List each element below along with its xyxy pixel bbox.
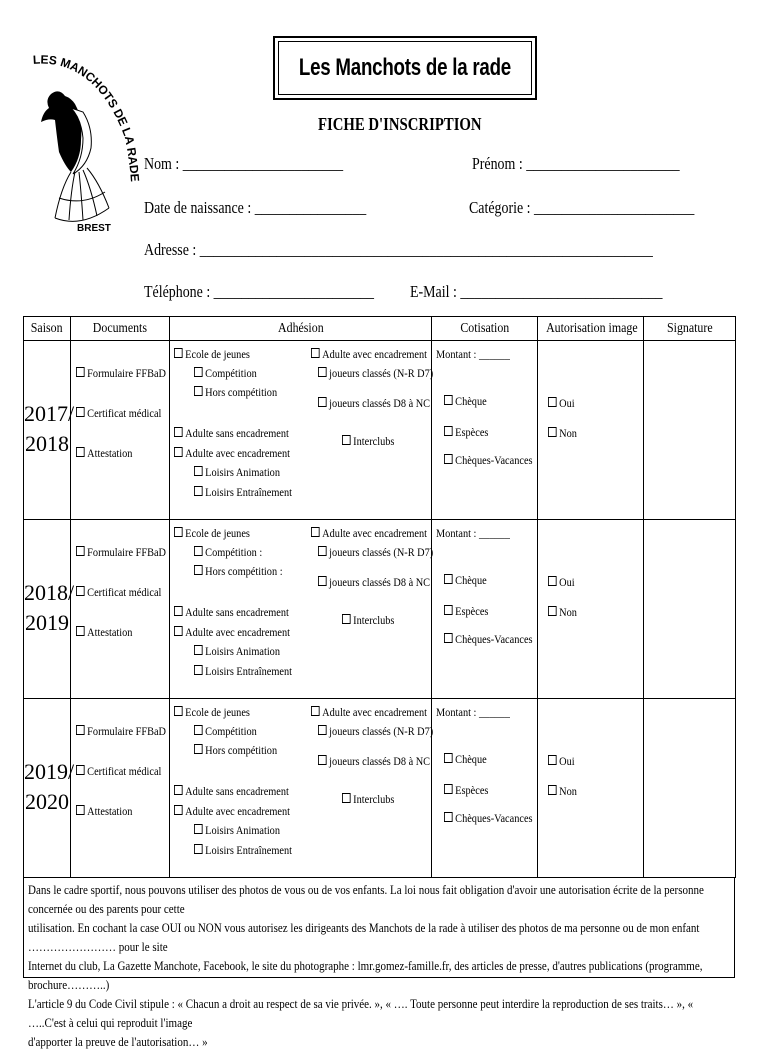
document-certificat-checkbox[interactable]: [76, 586, 85, 596]
date-naissance-field[interactable]: Date de naissance : ________________: [144, 198, 367, 217]
adhesion-hors-competition[interactable]: [194, 743, 277, 757]
season-label: 2020: [25, 789, 69, 814]
adhesion-loisirs-entrainement-label: Loisirs Entraînement: [205, 485, 293, 499]
adhesion-classes-nr-d7[interactable]: [318, 545, 433, 559]
adhesion-adulte-avec[interactable]: [174, 804, 290, 818]
document-certificat[interactable]: [76, 585, 161, 599]
payment-cheque-checkbox[interactable]: [444, 395, 453, 405]
adhesion-adulte-avec-encadrement[interactable]: [311, 526, 427, 540]
document-attestation-label: Attestation: [87, 625, 133, 639]
adhesion-loisirs-animation[interactable]: [194, 644, 280, 658]
season-label: 2019: [25, 610, 69, 635]
signature-cell[interactable]: [644, 520, 736, 699]
notice-line: L'article 9 du Code Civil stipule : « Chacun a droit au respect de sa vie privée. », « …. Toute personne peut interdire la reproduction de ses traits… », « …..C'est à celui qui reproduit l'image: [28, 997, 694, 1030]
season-label: 2018: [25, 431, 69, 456]
payment-cheque[interactable]: [444, 752, 487, 766]
documents-cell: [71, 520, 170, 699]
adhesion-classes-nr-d7-checkbox[interactable]: [318, 725, 327, 735]
authorization-cell: [538, 520, 644, 699]
adhesion-hors-competition-checkbox[interactable]: [194, 565, 203, 575]
prenom-field[interactable]: Prénom : ______________________: [472, 154, 680, 173]
payment-cheques-vacances-label: Chèques-Vacances: [455, 453, 533, 467]
notice-line: Dans le cadre sportif, nous pouvons utiliser des photos de vous ou de vos enfants. La loi nous fait obligation d'avoir une autorisation écrite de la personne concernée ou des parents pour cette: [28, 883, 704, 916]
table-row: [24, 699, 736, 878]
authorization-non[interactable]: [548, 605, 577, 619]
adhesion-competition[interactable]: [194, 366, 257, 380]
document-formulaire-checkbox[interactable]: [76, 367, 85, 377]
adhesion-loisirs-animation-label: Loisirs Animation: [205, 465, 280, 479]
cotisation-cell: [432, 341, 538, 520]
adhesion-adulte-sans-label: Adulte sans encadrement: [185, 784, 289, 798]
adhesion-interclubs-checkbox[interactable]: [342, 614, 351, 624]
payment-especes-label: Espèces: [455, 604, 489, 618]
payment-cheques-vacances[interactable]: [444, 811, 533, 825]
authorization-non-checkbox[interactable]: [548, 427, 557, 437]
payment-especes-label: Espèces: [455, 783, 489, 797]
adhesion-adulte-sans-label: Adulte sans encadrement: [185, 426, 289, 440]
adhesion-classes-d8-nc-label: joueurs classés D8 à NC: [329, 396, 431, 410]
adhesion-classes-d8-nc-label: joueurs classés D8 à NC: [329, 754, 431, 768]
adhesion-ecole-jeunes-label: Ecole de jeunes: [185, 347, 250, 361]
adhesion-adulte-avec-encadrement[interactable]: [311, 347, 427, 361]
adhesion-loisirs-entrainement-checkbox[interactable]: [194, 844, 203, 854]
authorization-oui-label: Oui: [559, 754, 575, 768]
document-certificat-checkbox[interactable]: [76, 407, 85, 417]
document-attestation-checkbox[interactable]: [76, 447, 85, 457]
payment-especes-checkbox[interactable]: [444, 784, 453, 794]
telephone-field[interactable]: Téléphone : _______________________: [144, 282, 374, 301]
adhesion-adulte-avec-checkbox[interactable]: [174, 626, 183, 636]
document-attestation-label: Attestation: [87, 804, 133, 818]
document-attestation-checkbox[interactable]: [76, 805, 85, 815]
adhesion-classes-d8-nc-checkbox[interactable]: [318, 397, 327, 407]
adhesion-loisirs-entrainement-label: Loisirs Entraînement: [205, 664, 293, 678]
email-field[interactable]: E-Mail : _____________________________: [410, 282, 663, 301]
season-label: 2018/: [24, 580, 75, 605]
adhesion-classes-d8-nc[interactable]: [318, 575, 430, 589]
document-certificat-label: Certificat médical: [87, 406, 162, 420]
header-documents: Documents: [71, 317, 170, 341]
documents-cell: [71, 341, 170, 520]
cotisation-cell: [432, 520, 538, 699]
adhesion-ecole-jeunes-label: Ecole de jeunes: [185, 526, 250, 540]
adhesion-classes-d8-nc-label: joueurs classés D8 à NC: [329, 575, 431, 589]
document-certificat-label: Certificat médical: [87, 764, 162, 778]
authorization-non-label: Non: [559, 426, 577, 440]
document-certificat[interactable]: [76, 764, 161, 778]
document-formulaire-label: Formulaire FFBaD: [87, 366, 167, 380]
adhesion-hors-competition-label: Hors compétition :: [205, 564, 283, 578]
document-formulaire[interactable]: [76, 545, 166, 559]
header-autorisation-image: Autorisation image: [538, 317, 644, 341]
document-formulaire-checkbox[interactable]: [76, 725, 85, 735]
adhesion-classes-nr-d7-label: joueurs classés (N-R D7): [329, 366, 434, 380]
document-attestation[interactable]: [76, 804, 132, 818]
payment-especes-checkbox[interactable]: [444, 605, 453, 615]
payment-especes-checkbox[interactable]: [444, 426, 453, 436]
authorization-oui-label: Oui: [559, 575, 575, 589]
payment-especes[interactable]: [444, 604, 488, 618]
payment-cheque[interactable]: [444, 573, 487, 587]
adhesion-adulte-avec-encadrement-label: Adulte avec encadrement: [322, 705, 428, 719]
nom-field[interactable]: Nom : _______________________: [144, 154, 344, 173]
document-certificat[interactable]: [76, 406, 161, 420]
logo-city-text: BREST: [77, 223, 111, 234]
authorization-non-label: Non: [559, 784, 577, 798]
montant-field[interactable]: Montant : ______: [436, 705, 510, 719]
adhesion-adulte-sans-checkbox[interactable]: [174, 606, 183, 616]
document-formulaire[interactable]: [76, 366, 166, 380]
document-attestation-label: Attestation: [87, 446, 133, 460]
document-certificat-checkbox[interactable]: [76, 765, 85, 775]
form-title: [0, 114, 770, 135]
adhesion-loisirs-animation-checkbox[interactable]: [194, 645, 203, 655]
authorization-oui-checkbox[interactable]: [548, 755, 557, 765]
adhesion-adulte-sans-checkbox[interactable]: [174, 427, 183, 437]
categorie-field[interactable]: Catégorie : _______________________: [469, 198, 695, 217]
adhesion-classes-nr-d7-checkbox[interactable]: [318, 367, 327, 377]
payment-cheques-vacances-checkbox[interactable]: [444, 812, 453, 822]
header-saison: Saison: [24, 317, 71, 341]
payment-cheques-vacances-checkbox[interactable]: [444, 454, 453, 464]
adhesion-loisirs-animation-label: Loisirs Animation: [205, 823, 280, 837]
adhesion-hors-competition-label: Hors compétition: [205, 385, 278, 399]
notice-line: utilisation. En cochant la case OUI ou NON vous autorisez les dirigeants des Manchots de la rade à utiliser des photos de ma personne ou de mon enfant …………………… pour le site: [28, 921, 700, 954]
adhesion-adulte-avec-encadrement-label: Adulte avec encadrement: [322, 526, 428, 540]
adhesion-classes-d8-nc[interactable]: [318, 396, 430, 410]
adhesion-adulte-avec-checkbox[interactable]: [174, 805, 183, 815]
adhesion-hors-competition[interactable]: [194, 385, 277, 399]
adhesion-adulte-avec-encadrement-checkbox[interactable]: [311, 527, 320, 537]
adhesion-competition-label: Compétition: [205, 724, 257, 738]
adhesion-classes-d8-nc-checkbox[interactable]: [318, 576, 327, 586]
notice-line: d'apporter la preuve de l'autorisation… »: [28, 1035, 208, 1049]
payment-cheque-label: Chèque: [455, 573, 487, 587]
adhesion-adulte-avec-encadrement-label: Adulte avec encadrement: [322, 347, 428, 361]
adhesion-hors-competition[interactable]: [194, 564, 283, 578]
adhesion-loisirs-animation-label: Loisirs Animation: [205, 644, 280, 658]
payment-especes[interactable]: [444, 783, 488, 797]
adhesion-interclubs-checkbox[interactable]: [342, 435, 351, 445]
adhesion-classes-d8-nc[interactable]: [318, 754, 430, 768]
registration-table: [23, 316, 736, 878]
title-box: [273, 36, 537, 100]
club-title: Les Manchots de la rade: [298, 54, 512, 81]
adhesion-adulte-avec-encadrement-checkbox[interactable]: [311, 348, 320, 358]
adhesion-hors-competition-checkbox[interactable]: [194, 744, 203, 754]
payment-cheque-label: Chèque: [455, 394, 487, 408]
document-formulaire-checkbox[interactable]: [76, 546, 85, 556]
adhesion-loisirs-entrainement[interactable]: [194, 485, 292, 499]
payment-cheque-label: Chèque: [455, 752, 487, 766]
adhesion-interclubs[interactable]: [342, 613, 394, 627]
adhesion-adulte-avec[interactable]: [174, 625, 290, 639]
payment-cheques-vacances-label: Chèques-Vacances: [455, 632, 533, 646]
adhesion-loisirs-entrainement[interactable]: [194, 664, 292, 678]
adhesion-loisirs-animation-checkbox[interactable]: [194, 824, 203, 834]
document-attestation[interactable]: [76, 446, 132, 460]
cotisation-cell: [432, 699, 538, 878]
authorization-non-checkbox[interactable]: [548, 606, 557, 616]
adhesion-adulte-sans-label: Adulte sans encadrement: [185, 605, 289, 619]
table-row: [24, 520, 736, 699]
adhesion-adulte-sans[interactable]: [174, 426, 289, 440]
header-cotisation: Cotisation: [432, 317, 538, 341]
adhesion-ecole-jeunes-label: Ecole de jeunes: [185, 705, 250, 719]
payment-especes-label: Espèces: [455, 425, 489, 439]
payment-cheque[interactable]: [444, 394, 487, 408]
adhesion-adulte-avec-label: Adulte avec encadrement: [185, 446, 291, 460]
season-cell: [24, 341, 75, 520]
adhesion-adulte-avec[interactable]: [174, 446, 290, 460]
season-label: 2019/: [24, 759, 75, 784]
document-formulaire[interactable]: [76, 724, 166, 738]
adhesion-loisirs-animation[interactable]: [194, 823, 280, 837]
document-formulaire-label: Formulaire FFBaD: [87, 545, 167, 559]
payment-cheques-vacances-checkbox[interactable]: [444, 633, 453, 643]
season-cell: [24, 699, 75, 878]
season-cell: [24, 520, 75, 699]
authorization-non-label: Non: [559, 605, 577, 619]
penguin-logo-icon: [25, 48, 140, 236]
table-header-row: [24, 317, 736, 341]
adhesion-competition-checkbox[interactable]: [194, 725, 203, 735]
adhesion-classes-nr-d7-checkbox[interactable]: [318, 546, 327, 556]
adhesion-adulte-avec-label: Adulte avec encadrement: [185, 804, 291, 818]
authorization-cell: [538, 699, 644, 878]
adhesion-competition-checkbox[interactable]: [194, 546, 203, 556]
adhesion-interclubs-label: Interclubs: [353, 613, 395, 627]
montant-field[interactable]: Montant : ______: [436, 347, 510, 361]
authorization-oui[interactable]: [548, 575, 575, 589]
adhesion-adulte-avec-label: Adulte avec encadrement: [185, 625, 291, 639]
adhesion-classes-nr-d7-label: joueurs classés (N-R D7): [329, 724, 434, 738]
adhesion-cell: [170, 520, 432, 699]
payment-especes[interactable]: [444, 425, 488, 439]
adhesion-classes-nr-d7[interactable]: [318, 366, 433, 380]
authorization-non[interactable]: [548, 426, 577, 440]
adhesion-ecole-jeunes-checkbox[interactable]: [174, 527, 183, 537]
adhesion-hors-competition-checkbox[interactable]: [194, 386, 203, 396]
adhesion-interclubs[interactable]: [342, 434, 394, 448]
document-attestation[interactable]: [76, 625, 132, 639]
documents-cell: [71, 699, 170, 878]
adhesion-adulte-sans[interactable]: [174, 605, 289, 619]
adhesion-cell: [170, 341, 432, 520]
payment-cheque-checkbox[interactable]: [444, 574, 453, 584]
authorization-non-checkbox[interactable]: [548, 785, 557, 795]
authorization-non[interactable]: [548, 784, 577, 798]
adhesion-loisirs-animation[interactable]: [194, 465, 280, 479]
adhesion-adulte-sans[interactable]: [174, 784, 289, 798]
adhesion-ecole-jeunes[interactable]: [174, 705, 250, 719]
table-row: [24, 341, 736, 520]
adhesion-interclubs-label: Interclubs: [353, 792, 395, 806]
payment-cheques-vacances[interactable]: [444, 632, 533, 646]
document-formulaire-label: Formulaire FFBaD: [87, 724, 167, 738]
document-certificat-label: Certificat médical: [87, 585, 162, 599]
adhesion-interclubs-label: Interclubs: [353, 434, 395, 448]
adhesion-loisirs-entrainement[interactable]: [194, 843, 292, 857]
logo-arc-text: LES MANCHOTS DE LA RAD: [32, 52, 140, 175]
form-title-text: FICHE D'INSCRIPTION: [318, 114, 482, 134]
signature-cell[interactable]: [644, 341, 736, 520]
adhesion-classes-nr-d7-label: joueurs classés (N-R D7): [329, 545, 434, 559]
adhesion-ecole-jeunes-checkbox[interactable]: [174, 706, 183, 716]
document-attestation-checkbox[interactable]: [76, 626, 85, 636]
adhesion-loisirs-animation-checkbox[interactable]: [194, 466, 203, 476]
header-signature: Signature: [644, 317, 736, 341]
authorization-oui-checkbox[interactable]: [548, 397, 557, 407]
adhesion-interclubs[interactable]: [342, 792, 394, 806]
adhesion-competition-checkbox[interactable]: [194, 367, 203, 377]
adhesion-loisirs-entrainement-checkbox[interactable]: [194, 665, 203, 675]
adhesion-competition-label: Compétition :: [205, 545, 263, 559]
authorization-oui[interactable]: [548, 754, 575, 768]
adhesion-hors-competition-label: Hors compétition: [205, 743, 278, 757]
authorization-oui-checkbox[interactable]: [548, 576, 557, 586]
image-rights-notice: [23, 877, 735, 1049]
payment-cheques-vacances[interactable]: [444, 453, 533, 467]
payment-cheque-checkbox[interactable]: [444, 753, 453, 763]
montant-field[interactable]: Montant : ______: [436, 526, 510, 540]
adhesion-competition[interactable]: [194, 545, 262, 559]
payment-cheques-vacances-label: Chèques-Vacances: [455, 811, 533, 825]
header-adhesion: Adhésion: [170, 317, 432, 341]
signature-cell[interactable]: [644, 699, 736, 878]
adhesion-loisirs-entrainement-checkbox[interactable]: [194, 486, 203, 496]
adhesion-competition[interactable]: [194, 724, 257, 738]
adhesion-competition-label: Compétition: [205, 366, 257, 380]
authorization-cell: [538, 341, 644, 520]
adhesion-adulte-sans-checkbox[interactable]: [174, 785, 183, 795]
adhesion-ecole-jeunes[interactable]: [174, 347, 250, 361]
club-logo: [25, 48, 140, 236]
notice-line: Internet du club, La Gazette Manchote, Facebook, le site du photographe : lmr.gomez-famille.fr, des articles de presse, d'autres publications (programme, brochure………..): [28, 959, 703, 992]
adhesion-cell: [170, 699, 432, 878]
adhesion-classes-nr-d7[interactable]: [318, 724, 433, 738]
adhesion-ecole-jeunes-checkbox[interactable]: [174, 348, 183, 358]
adhesion-loisirs-entrainement-label: Loisirs Entraînement: [205, 843, 293, 857]
authorization-oui[interactable]: [548, 396, 575, 410]
adhesion-adulte-avec-checkbox[interactable]: [174, 447, 183, 457]
adresse-field[interactable]: Adresse : _________________________________________________________________: [144, 240, 653, 259]
adhesion-ecole-jeunes[interactable]: [174, 526, 250, 540]
adhesion-adulte-avec-encadrement-checkbox[interactable]: [311, 706, 320, 716]
adhesion-classes-d8-nc-checkbox[interactable]: [318, 755, 327, 765]
adhesion-interclubs-checkbox[interactable]: [342, 793, 351, 803]
season-label: 2017/: [24, 401, 75, 426]
authorization-oui-label: Oui: [559, 396, 575, 410]
adhesion-adulte-avec-encadrement[interactable]: [311, 705, 427, 719]
